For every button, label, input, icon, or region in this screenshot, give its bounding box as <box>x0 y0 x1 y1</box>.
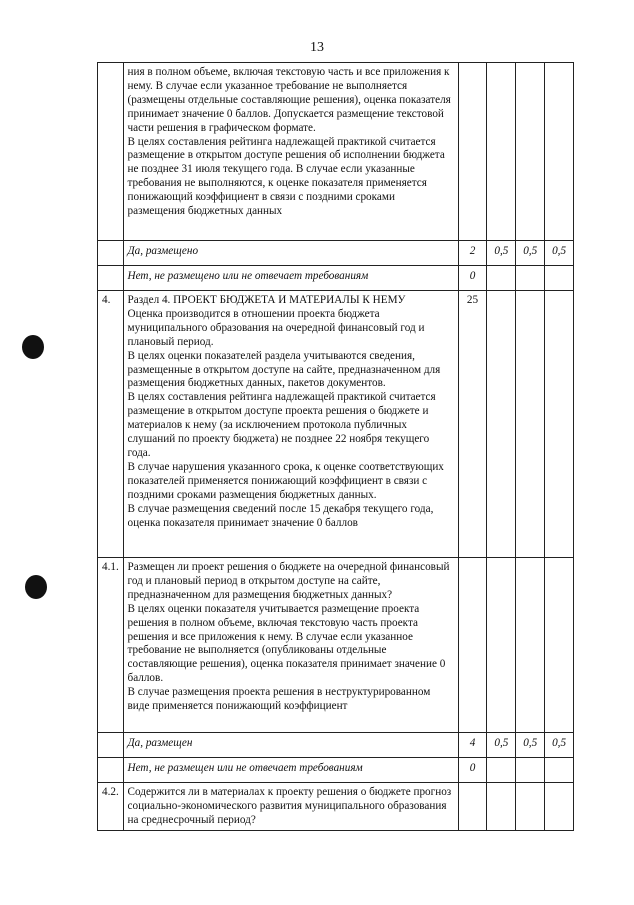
coef-cell: 0,5 <box>487 733 516 758</box>
answer-text: Нет, не размещено или не отвечает требованиям <box>123 266 458 291</box>
coef-cell: 0,5 <box>516 733 545 758</box>
answer-text: Да, размещен <box>123 733 458 758</box>
coef-cell <box>516 558 545 733</box>
coef-cell <box>545 758 574 783</box>
coef-cell <box>516 63 545 241</box>
coef-cell <box>545 783 574 831</box>
paragraph: В случае нарушения указанного срока, к оценке соответствующих показателей применяется понижающий коэффициент в связи с поздними сроками размещения бюджетных данных. <box>127 460 444 501</box>
coef-cell: 0,5 <box>545 733 574 758</box>
coef-cell <box>487 783 516 831</box>
answer-text: Да, размещено <box>123 241 458 266</box>
row-number <box>98 266 124 291</box>
coef-cell <box>487 558 516 733</box>
answer-row-no <box>98 266 574 291</box>
paragraph: В целях составления рейтинга надлежащей практикой считается размещение в открытом доступе решения об исполнении бюджета не позднее 31 июля текущего года. В случае если указанные требования не выполняются, к оценке показателя применяется понижающий коэффициент в связи с поздними сроками размещения бюджетных данных <box>127 135 445 218</box>
paragraph: В случае размещения сведений после 15 декабря текущего года, оценка показателя принимает значение 0 баллов <box>127 502 434 529</box>
coef-cell <box>516 758 545 783</box>
table-row <box>98 291 574 558</box>
paragraph: В случае размещения проекта решения в неструктурированном виде применяется понижающий коэффициент <box>127 686 431 713</box>
coef-cell <box>516 291 545 558</box>
coef-cell <box>516 783 545 831</box>
binder-hole-mark <box>25 575 47 599</box>
row-number: 4.1. <box>98 558 124 733</box>
answer-row-yes <box>98 241 574 266</box>
answer-text: Нет, не размещен или не отвечает требованиям <box>123 758 458 783</box>
paragraph: Содержится ли в материалах к проекту решения о бюджете прогноз социально-экономического развития муниципального образования на среднесрочный период? <box>127 786 452 826</box>
table-row <box>98 63 574 241</box>
answer-row-yes <box>98 733 574 758</box>
score-cell <box>458 63 487 241</box>
section-heading: Раздел 4. ПРОЕКТ БЮДЖЕТА И МАТЕРИАЛЫ К НЕМУ <box>127 294 406 306</box>
row-number <box>98 63 124 241</box>
coef-cell: 0,5 <box>487 241 516 266</box>
page-number: 13 <box>310 40 324 55</box>
score-cell: 25 <box>458 291 487 558</box>
row-text <box>123 291 458 558</box>
coef-cell <box>545 558 574 733</box>
coef-cell <box>545 291 574 558</box>
coef-cell <box>487 291 516 558</box>
row-number <box>98 758 124 783</box>
table-row <box>98 783 574 831</box>
score-cell: 0 <box>458 758 487 783</box>
coef-cell <box>545 266 574 291</box>
coef-cell <box>487 758 516 783</box>
paragraph: Оценка производится в отношении проекта бюджета муниципального образования на очередной финансовый год и плановый период. <box>127 307 425 348</box>
score-cell: 4 <box>458 733 487 758</box>
paragraph: В целях составления рейтинга надлежащей практикой считается размещение в открытом доступе проекта решения о бюджете и материалов к нему (за исключением протокола публичных слушаний по проекту бюджета) не позднее 22 ноября текущего года. <box>127 391 436 459</box>
paragraph: Размещен ли проект решения о бюджете на очередной финансовый год и плановый период в открытом доступе на сайте, предназначенном для размещения бюджетных данных? <box>127 561 450 601</box>
coef-cell <box>487 63 516 241</box>
row-text <box>123 63 458 241</box>
paragraph: В целях оценки показателя учитывается размещение проекта решения в полном объеме, включая текстовую часть проекта решения и все приложения к нему. В случае если указанное требование не выполняется (опубликованы отдельные составляющие решения), оценка показателя принимает значение 0 баллов. <box>127 602 446 685</box>
table-row <box>98 558 574 733</box>
row-number <box>98 241 124 266</box>
coef-cell: 0,5 <box>545 241 574 266</box>
paragraph: В целях оценки показателей раздела учитываются сведения, размещенные в открытом доступе на сайте, предназначенном для размещения бюджетных данных, пакетов документов. <box>127 349 441 390</box>
score-cell: 2 <box>458 241 487 266</box>
row-number: 4.2. <box>98 783 124 831</box>
row-text <box>123 558 458 733</box>
row-number: 4. <box>98 291 124 558</box>
binder-hole-mark <box>22 335 44 359</box>
row-text <box>123 783 458 831</box>
coef-cell <box>516 266 545 291</box>
criteria-table <box>97 62 574 831</box>
score-cell <box>458 783 487 831</box>
coef-cell <box>545 63 574 241</box>
paragraph: ния в полном объеме, включая текстовую часть и все приложения к нему. В случае если указанное требование не выполняется (размещены отдельные составляющие решения), оценка показателя принимает значение 0 баллов. Допускается размещение текстовой части решения в графическом формате. <box>127 66 451 134</box>
score-cell: 0 <box>458 266 487 291</box>
answer-row-no <box>98 758 574 783</box>
coef-cell <box>487 266 516 291</box>
score-cell <box>458 558 487 733</box>
row-number <box>98 733 124 758</box>
coef-cell: 0,5 <box>516 241 545 266</box>
